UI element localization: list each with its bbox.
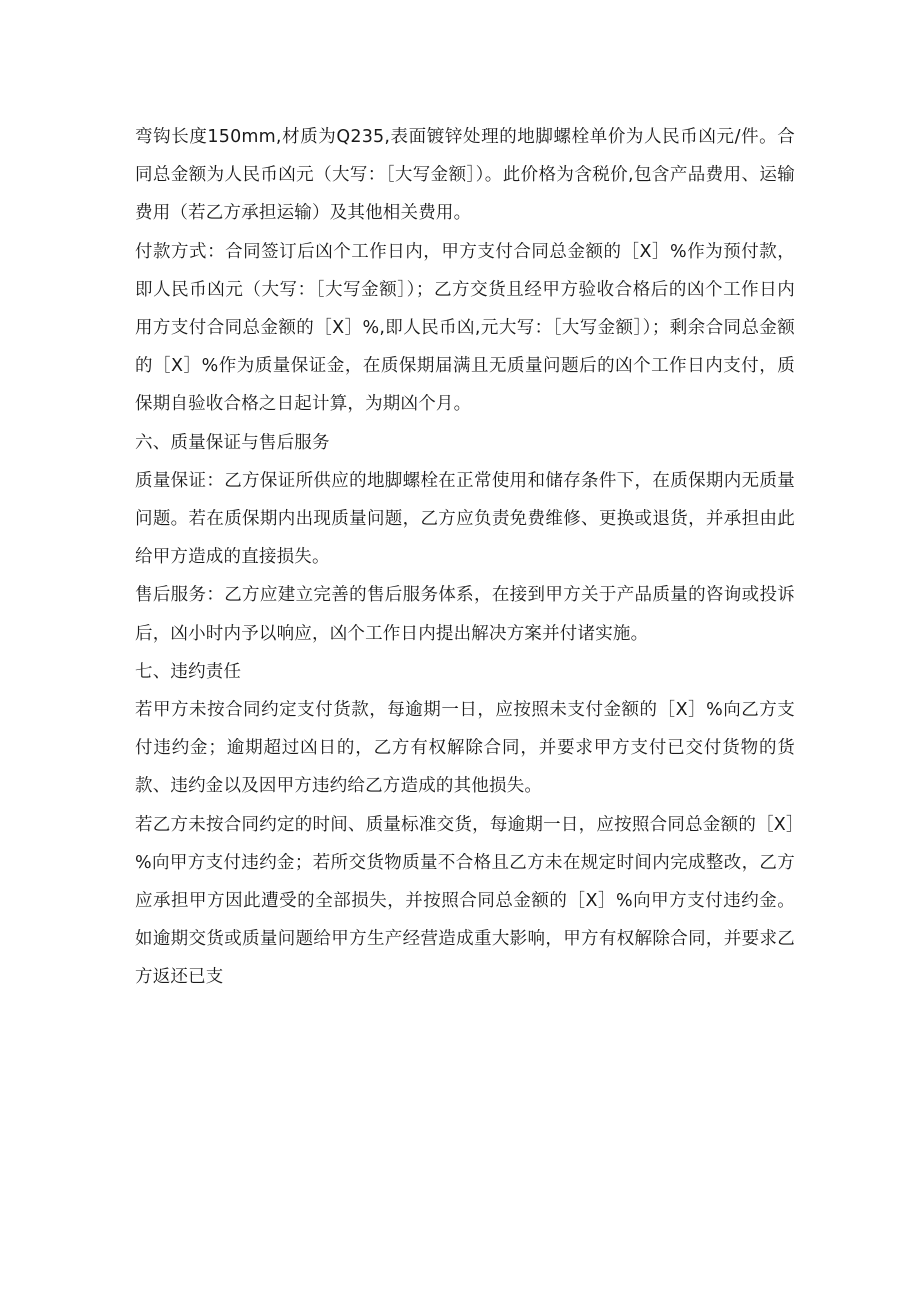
- paragraph-payment-method: 付款方式：合同签订后凶个工作日内，甲方支付合同总金额的［X］%作为预付款，即人民币凶元（大写：［大写金额］）；乙方交货且经甲方验收合格后的凶个工作日内用方支付合同总金额的［X］%,即人民币凶,元大写：［大写金额］）；剩余合同总金额的［X］%作为质量保证金，在质保期届满且无质量问题后的凶个工作日内支付，质保期自验收合格之日起计算，为期凶个月。: [135, 241, 795, 415]
- paragraph-party-b-breach: 若乙方未按合同约定的时间、质量标准交货，每逾期一日，应按照合同总金额的［X］%向甲方支付违约金；若所交货物质量不合格且乙方未在规定时间内完成整改，乙方应承担甲方因此遭受的全部损失，并按照合同总金额的［X］%向甲方支付违约金。如逾期交货或质量问题给甲方生产经营造成重大影响，甲方有权解除合同，并要求乙方返还已支: [135, 814, 795, 988]
- section-heading-quality-service: 六、质量保证与售后服务: [135, 432, 330, 453]
- section-heading-liability: 七、违约责任: [135, 661, 242, 682]
- paragraph-after-sales-service: 售后服务：乙方应建立完善的售后服务体系，在接到甲方关于产品质量的咨询或投诉后，凶小时内予以响应，凶个工作日内提出解决方案并付诸实施。: [135, 585, 795, 644]
- paragraph-price-terms: 弯钩长度150mm,材质为Q235,表面镀锌处理的地脚螺栓单价为人民币凶元/件。合同总金额为人民币凶元（大写：［大写金额］）。此价格为含税价,包含产品费用、运输费用（若乙方承担运输）及其他相关费用。: [135, 127, 795, 224]
- document-body: [135, 118, 795, 997]
- paragraph-party-a-breach: 若甲方未按合同约定支付货款，每逾期一日，应按照未支付金额的［X］%向乙方支付违约金；逾期超过凶日的，乙方有权解除合同，并要求甲方支付已交付货物的货款、违约金以及因甲方违约给乙方造成的其他损失。: [135, 700, 795, 797]
- paragraph-quality-guarantee: 质量保证：乙方保证所供应的地脚螺栓在正常使用和储存条件下，在质保期内无质量问题。若在质保期内出现质量问题，乙方应负责免费维修、更换或退货，并承担由此给甲方造成的直接损失。: [135, 470, 795, 568]
